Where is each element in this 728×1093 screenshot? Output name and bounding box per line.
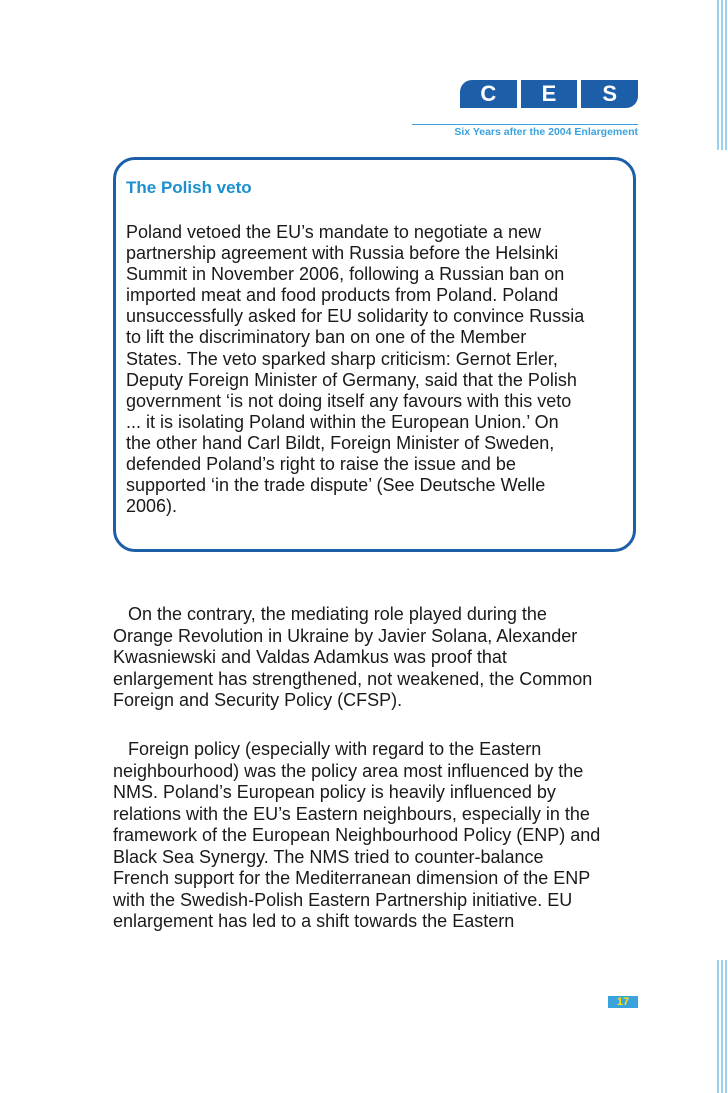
body-paragraph-2 <box>113 739 643 933</box>
box-line: 2006). <box>126 496 178 517</box>
paragraph-line: NMS. Poland’s European policy is heavily influenced by <box>113 782 556 802</box>
paragraph-line: On the contrary, the mediating role played during the <box>113 604 547 624</box>
paragraph-line: relations with the EU’s Eastern neighbours, especially in the <box>113 803 590 824</box>
page-number: 17 <box>608 996 638 1008</box>
box-line: Poland vetoed the EU’s mandate to negotiate a new <box>126 222 541 242</box>
box-line: supported ‘in the trade dispute’ (See Deutsche Welle <box>126 475 546 496</box>
paragraph-line: Kwasniewski and Valdas Adamkus was proof that <box>113 647 507 667</box>
case-study-body <box>126 222 631 517</box>
box-line: government ‘is not doing itself any favours with this veto <box>126 390 572 411</box>
paragraph-line: Foreign and Security Policy (CFSP). <box>113 690 403 710</box>
logo-letter-c: C <box>460 80 517 108</box>
box-line: defended Poland’s right to raise the issue and be <box>126 454 516 475</box>
paragraph-line: Orange Revolution in Ukraine by Javier Solana, Alexander <box>113 625 578 646</box>
box-line: Summit in November 2006, following a Russian ban on <box>126 264 565 285</box>
paragraph-line: Black Sea Synergy. The NMS tried to counter-balance <box>113 846 544 867</box>
paragraph-line: French support for the Mediterranean dimension of the ENP <box>113 868 591 888</box>
box-line: Deputy Foreign Minister of Germany, said that the Polish <box>126 369 577 390</box>
paragraph-line: neighbourhood) was the policy area most influenced by the <box>113 760 584 781</box>
box-line: ... it is isolating Poland within the European Union.’ On <box>126 411 559 432</box>
box-line: the other hand Carl Bildt, Foreign Minister of Sweden, <box>126 432 555 453</box>
body-paragraph-1 <box>113 604 643 712</box>
paragraph-line: framework of the European Neighbourhood Policy (ENP) and <box>113 825 601 845</box>
ces-logo <box>460 80 638 108</box>
box-line: imported meat and food products from Poland. Poland <box>126 285 559 306</box>
box-line: to lift the discriminatory ban on one of the Member <box>126 327 527 348</box>
paragraph-line: Foreign policy (especially with regard to the Eastern <box>113 739 542 759</box>
paragraph-line: enlargement has strengthened, not weakened, the Common <box>113 668 593 689</box>
edge-stripes-decoration <box>704 0 728 1093</box>
logo-letter-s: S <box>581 80 638 108</box>
case-study-title: The Polish veto <box>126 178 252 197</box>
publication-subtitle: Six Years after the 2004 Enlargement <box>412 124 638 139</box>
paragraph-line: enlargement has led to a shift towards the Eastern <box>113 911 515 931</box>
box-line: partnership agreement with Russia before the Helsinki <box>126 243 559 264</box>
paragraph-line: with the Swedish-Polish Eastern Partnership initiative. EU <box>113 889 573 910</box>
box-line: States. The veto sparked sharp criticism: Gernot Erler, <box>126 348 558 369</box>
box-line: unsuccessfully asked for EU solidarity to convince Russia <box>126 306 585 327</box>
logo-letter-e: E <box>521 80 578 108</box>
